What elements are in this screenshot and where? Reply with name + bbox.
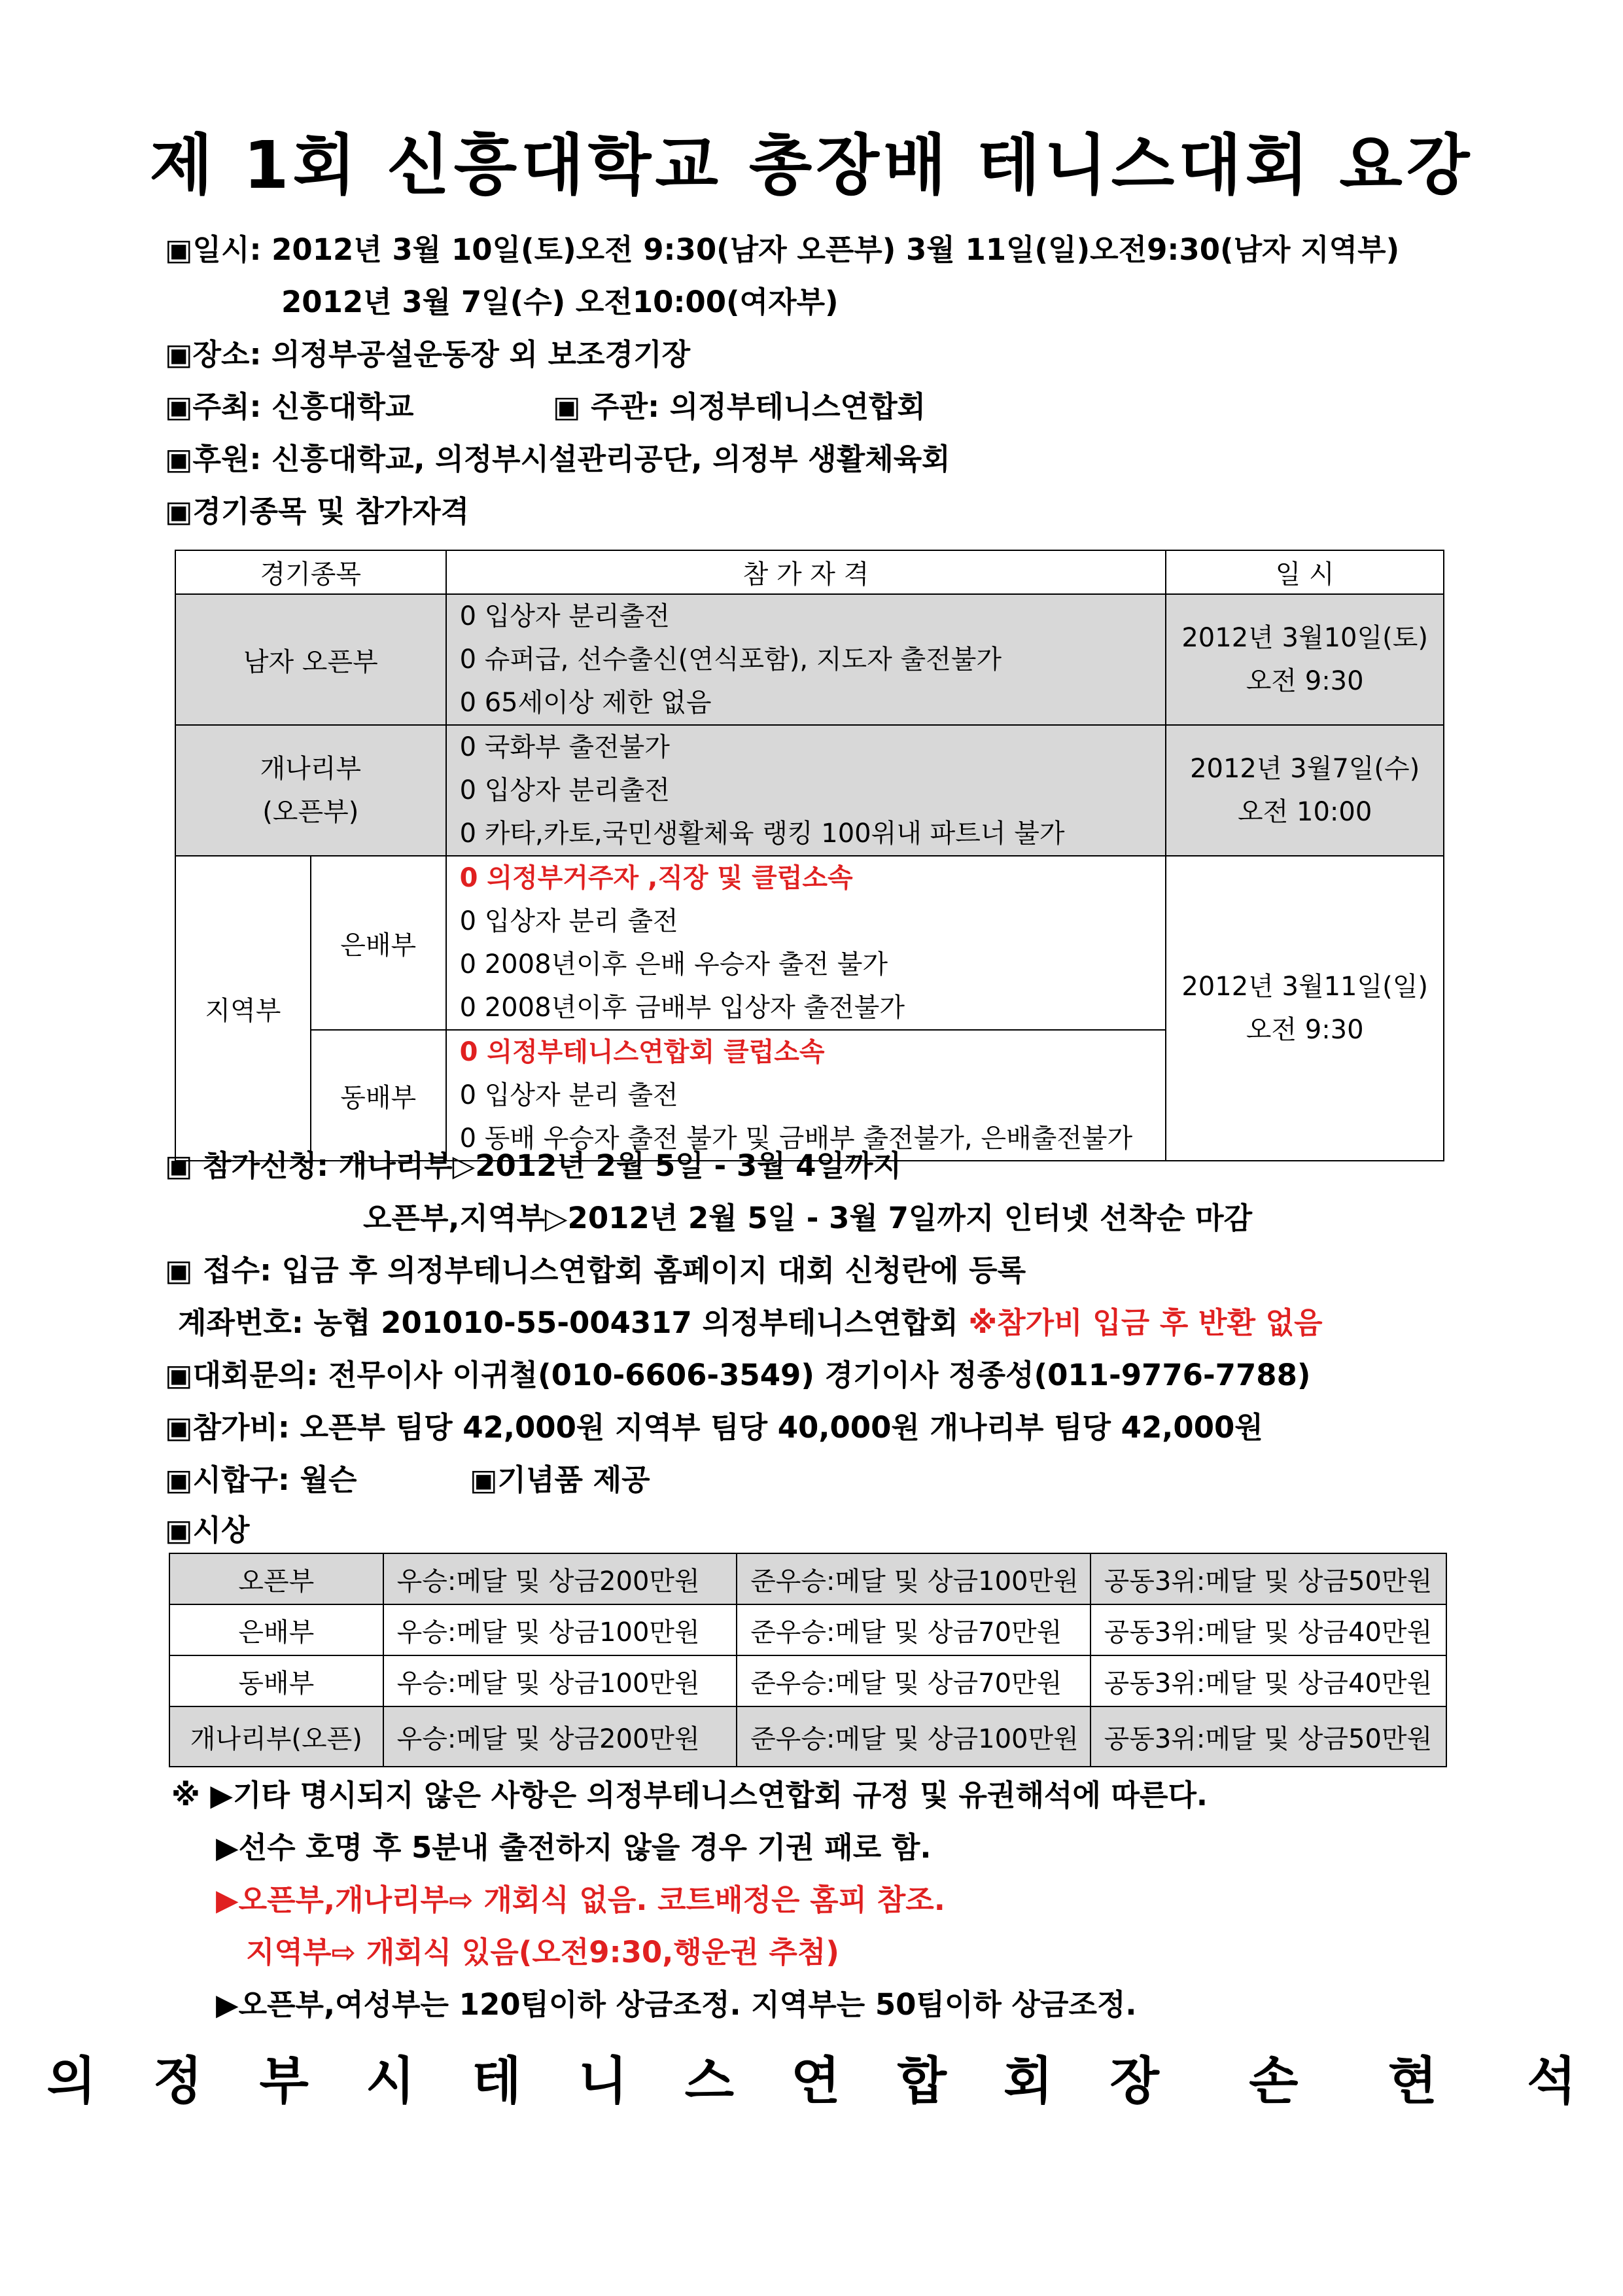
page-title: 제 1회 신흥대학교 총장배 테니스대회 요강 [149,127,1474,203]
signature-char: 석 [1527,2052,1577,2111]
prize-first: 우승:메달 및 상금100만원 [383,1655,737,1706]
list-item: 0 65세이상 제한 없음 [459,688,712,718]
account-line [178,1299,1323,1341]
signature-char: 시 [366,2052,415,2111]
gaenari-schedule [1166,725,1444,856]
prize-first: 우승:메달 및 상금200만원 [383,1706,737,1767]
venue-line: ▣장소: 의정부공설운동장 외 보조경기장 [165,337,691,372]
schedule-date: 2012년 3월7일(수) [1190,754,1420,784]
signature-char: 테 [472,2052,521,2111]
signature-char: 부 [259,2052,309,2111]
header-qualification: 참 가 자 격 [446,550,1166,594]
list-item: 0 동배 우승자 출전 불가 및 금배부 출전불가, 은배출전불가 [459,1123,1133,1154]
sponsor-line: ▣후원: 신흥대학교, 의정부시설관리공단, 의정부 생활체육회 [165,442,951,476]
prize-third: 공동3위:메달 및 상금40만원 [1091,1655,1446,1706]
prize-division: 동배부 [169,1655,383,1706]
gaenari-label [175,725,446,856]
prize-second: 준우승:메달 및 상금70만원 [737,1604,1090,1655]
list-item: 0 슈퍼급, 선수출신(연식포함), 지도자 출전불가 [459,645,1002,675]
list-item: 0 2008년이후 금배부 입상자 출전불가 [459,993,905,1023]
signature-char: 의 [46,2052,96,2111]
registration-line-2: 오픈부,지역부▷2012년 2월 5일 - 3월 7일까지 인터넷 선착순 마감 [363,1201,1253,1235]
regional-label: 지역부 [175,856,311,1161]
schedule-date: 2012년 3월10일(토) [1181,623,1428,653]
reception-line: ▣ 접수: 입금 후 의정부테니스연합회 홈페이지 대회 신청란에 등록 [165,1253,1026,1288]
gaenari-label-1: 개나리부 [260,754,362,784]
qualification-header-row [175,550,1444,594]
note-prize-adjust: ▶오픈부,여성부는 120팀이하 상금조정. 지역부는 50팀이하 상금조정. [216,1987,1137,2022]
bronze-label: 동배부 [311,1030,446,1161]
prize-table [169,1553,1447,1767]
prize-second: 준우승:메달 및 상금100만원 [737,1706,1090,1767]
list-item: 0 입상자 분리 출전 [459,906,678,936]
registration-line-1: ▣ 참가신청: 개나리부▷2012년 2월 5일 - 3월 4일까지 [165,1148,902,1183]
prize-third: 공동3위:메달 및 상금40만원 [1091,1604,1446,1655]
prize-row-bronze [169,1655,1446,1706]
fee-line: ▣참가비: 오픈부 팀당 42,000원 지역부 팀당 40,000원 개나리부 팀당 42,000원 [165,1410,1263,1445]
host-line: ▣주최: 신흥대학교 [165,389,414,424]
prize-row-gaenari [169,1706,1446,1767]
gaenari-row [175,725,1444,856]
award-heading: ▣시상 [165,1513,250,1547]
qualification-table [175,550,1444,1161]
schedule-time: 오전 10:00 [1238,797,1372,827]
list-item: 0 입상자 분리출전 [459,601,670,631]
bronze-items [446,1030,1166,1161]
events-heading: ▣경기종목 및 참가자격 [165,494,470,529]
ball-line: ▣시합구: 월슨 [165,1462,357,1497]
list-item: 0 국화부 출전불가 [459,732,670,762]
note-forfeit: ▶선수 호명 후 5분내 출전하지 않을 경우 기권 패로 함. [216,1830,932,1865]
prize-third: 공동3위:메달 및 상금50만원 [1091,1706,1446,1767]
signature-char: 손 [1249,2052,1299,2111]
men-open-schedule [1166,594,1444,725]
schedule-time: 오전 9:30 [1246,1015,1364,1045]
schedule-line-1: ▣일시: 2012년 3월 10일(토)오전 9:30(남자 오픈부) 3월 11일(일)오전9:30(남자 지역부) [165,232,1400,267]
signature-char: 정 [152,2052,203,2111]
men-open-label: 남자 오픈부 [175,594,446,725]
prize-third: 공동3위:메달 및 상금50만원 [1091,1553,1446,1604]
prize-second: 준우승:메달 및 상금70만원 [737,1655,1090,1706]
gift-line: ▣기념품 제공 [470,1462,650,1497]
prize-row-silver [169,1604,1446,1655]
men-open-row [175,594,1444,725]
account-number: 계좌번호: 농협 201010-55-004317 의정부테니스연합회 [178,1305,969,1340]
prize-first: 우승:메달 및 상금100만원 [383,1604,737,1655]
list-item: 0 2008년이후 은배 우승자 출전 불가 [459,949,888,980]
refund-notice: ※참가비 입금 후 반환 없음 [968,1305,1323,1340]
signature-char: 연 [791,2052,841,2111]
schedule-line-2: 2012년 3월 7일(수) 오전10:00(여자부) [281,285,839,319]
list-item-highlight: 0 의정부거주자 ,직장 및 클럽소속 [459,863,853,893]
header-event: 경기종목 [175,550,446,594]
signature-char: 장 [1109,2052,1159,2111]
gaenari-items [446,725,1166,856]
list-item: 0 카타,카토,국민생활체육 랭킹 100위내 파트너 불가 [459,819,1065,849]
note-open-ceremony: ▶오픈부,개나리부⇨ 개회식 없음. 코트배정은 홈피 참조. [216,1882,945,1917]
silver-label: 은배부 [311,856,446,1030]
silver-row [175,856,1444,1030]
prize-second: 준우승:메달 및 상금100만원 [737,1553,1090,1604]
signature-char: 합 [897,2052,947,2111]
note-rules: ※ ▶기타 명시되지 않은 사항은 의정부테니스연합회 규정 및 유권해석에 따른다. [171,1778,1208,1812]
prize-division: 개나리부(오픈) [169,1706,383,1767]
regional-schedule [1166,856,1444,1161]
schedule-time: 오전 9:30 [1246,666,1364,696]
men-open-items [446,594,1166,725]
signature-char: 회 [1003,2052,1053,2111]
inquiry-line: ▣대회문의: 전무이사 이귀철(010-6606-3549) 경기이사 정종성(011-9776-7788) [165,1358,1311,1392]
organizer-line: ▣ 주관: 의정부테니스연합회 [553,389,926,424]
list-item: 0 입상자 분리 출전 [459,1080,678,1110]
gaenari-label-2: (오픈부) [262,797,359,827]
prize-division: 오픈부 [169,1553,383,1604]
prize-row-open [169,1553,1446,1604]
signature-char: 스 [684,2052,734,2111]
prize-first: 우승:메달 및 상금200만원 [383,1553,737,1604]
signature-char: 현 [1387,2052,1438,2111]
signature-line [0,2040,1623,2113]
header-schedule: 일 시 [1166,550,1444,594]
list-item: 0 입상자 분리출전 [459,775,670,805]
note-regional-ceremony: 지역부⇨ 개회식 있음(오전9:30,행운권 추첨) [246,1935,839,1969]
schedule-date: 2012년 3월11일(일) [1181,972,1428,1002]
signature-char: 니 [578,2052,628,2111]
prize-division: 은배부 [169,1604,383,1655]
list-item-highlight: 0 의정부테니스연합회 클럽소속 [459,1037,825,1067]
silver-items [446,856,1166,1030]
